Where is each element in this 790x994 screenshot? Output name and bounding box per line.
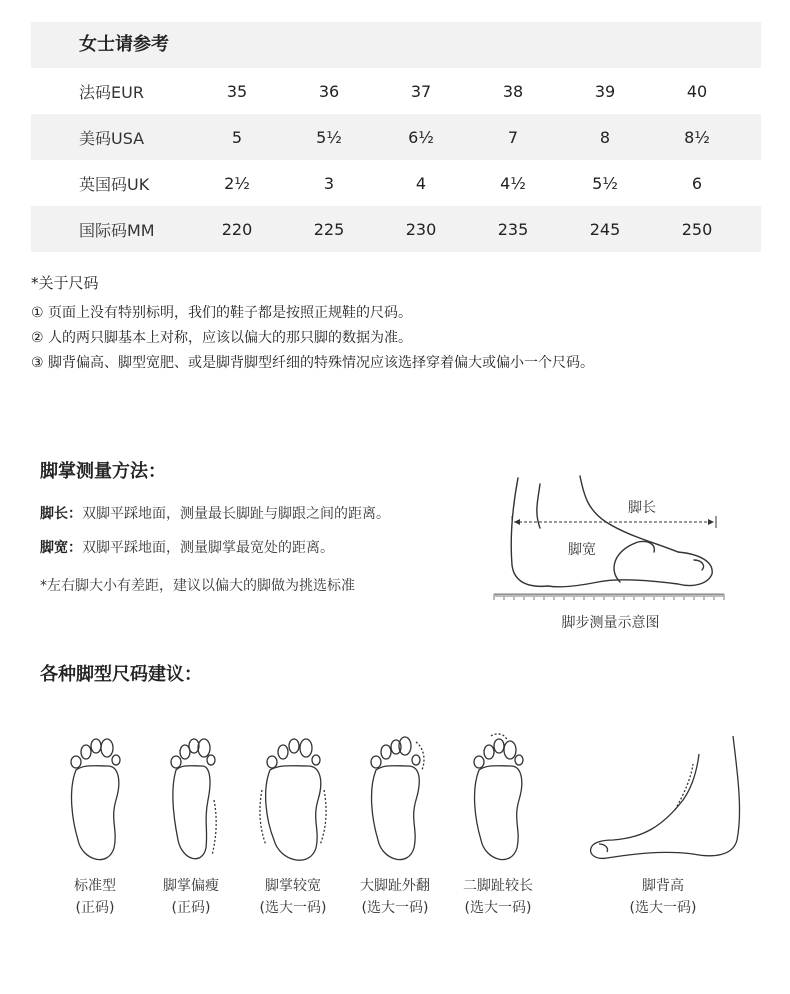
foot-type-wide [248, 730, 338, 919]
foot-bunion-icon [360, 730, 430, 875]
foot-type-name: 二脚趾较长 [463, 878, 533, 894]
row-label: 国际码MM [79, 220, 155, 240]
size-cell: 8 [599, 127, 611, 147]
diagram-length-label: 脚长 [628, 500, 656, 516]
foot-width-line [40, 537, 334, 557]
foot-narrow-icon [156, 730, 226, 875]
size-cell: 230 [405, 219, 437, 239]
table-row-eur [31, 68, 761, 114]
foot-type-advice: (选大一码) [629, 900, 697, 916]
row-label: 法码EUR [79, 82, 144, 102]
table-row-usa [31, 114, 761, 160]
foot-type-high-instep [568, 730, 758, 919]
size-cell: 37 [410, 81, 432, 101]
foot-type-advice: (选大一码) [361, 900, 429, 916]
about-title: *关于尺码 [31, 274, 99, 292]
foot-type-bunion [350, 730, 440, 919]
about-sizing [31, 272, 594, 376]
size-cell: 5 [231, 127, 243, 147]
size-cell: 4 [415, 173, 427, 193]
size-cell: 36 [318, 81, 340, 101]
note-1: ① 页面上没有特别标明，我们的鞋子都是按照正规鞋的尺码。 [31, 305, 412, 321]
foot-width-desc: 双脚平踩地面，测量脚掌最宽处的距离。 [82, 540, 334, 556]
size-cell: 5½ [316, 127, 342, 147]
foot-side-illustration [488, 470, 733, 605]
foot-width-term: 脚宽： [40, 540, 82, 556]
size-cell: 3 [323, 173, 335, 193]
foot-length-term: 脚长： [40, 506, 82, 522]
diagram-caption: 脚步测量示意图 [561, 615, 660, 631]
foot-high-instep-icon [583, 730, 743, 875]
foot-type-long-second-toe [452, 730, 544, 919]
size-cell: 225 [313, 219, 345, 239]
foot-type-standard [50, 730, 140, 919]
table-title: 女士请参考 [31, 22, 761, 68]
size-cell: 35 [226, 81, 248, 101]
foot-type-advice: (正码) [75, 900, 115, 916]
measure-title: 脚掌测量方法： [40, 461, 166, 482]
size-cell: 235 [497, 219, 529, 239]
size-cell: 245 [589, 219, 621, 239]
measure-tip: *左右脚大小有差距，建议以偏大的脚做为挑选标准 [40, 578, 355, 594]
size-cell: 39 [594, 81, 616, 101]
diagram-width-label: 脚宽 [568, 542, 596, 558]
foot-type-name: 大脚趾外翻 [360, 878, 430, 894]
size-cell: 6 [691, 173, 703, 193]
foot-standard-icon [60, 730, 130, 875]
size-cell: 5½ [592, 173, 618, 193]
foot-type-advice: (选大一码) [259, 900, 327, 916]
foot-type-name: 脚掌偏瘦 [163, 878, 219, 894]
foot-type-narrow [146, 730, 236, 919]
foot-measurement-diagram [488, 470, 733, 609]
foot-type-advice: (正码) [171, 900, 211, 916]
note-3: ③ 脚背偏高、脚型宽肥、或是脚背脚型纤细的特殊情况应该选择穿着偏大或偏小一个尺码。 [31, 355, 594, 371]
foot-long-second-toe-icon [463, 730, 533, 875]
size-table [31, 22, 761, 252]
size-cell: 38 [502, 81, 524, 101]
size-cell: 40 [686, 81, 708, 101]
foot-length-line [40, 503, 390, 523]
size-cell: 6½ [408, 127, 434, 147]
size-cell: 250 [681, 219, 713, 239]
foot-types-title: 各种脚型尺码建议： [40, 664, 202, 685]
size-cell: 2½ [224, 173, 250, 193]
size-cell: 7 [507, 127, 519, 147]
row-label: 英国码UK [79, 174, 150, 194]
foot-type-name: 脚掌较宽 [265, 878, 321, 894]
note-2: ② 人的两只脚基本上对称，应该以偏大的那只脚的数据为准。 [31, 330, 412, 346]
size-cell: 4½ [500, 173, 526, 193]
table-row-mm [31, 206, 761, 252]
foot-type-name: 标准型 [74, 878, 116, 894]
table-row-uk [31, 160, 761, 206]
row-label: 美码USA [79, 128, 145, 148]
size-cell: 8½ [684, 127, 710, 147]
foot-type-name: 脚背高 [642, 878, 684, 894]
foot-length-desc: 双脚平踩地面，测量最长脚趾与脚跟之间的距离。 [82, 506, 390, 522]
size-cell: 220 [221, 219, 253, 239]
foot-wide-icon [258, 730, 328, 875]
foot-type-advice: (选大一码) [464, 900, 532, 916]
